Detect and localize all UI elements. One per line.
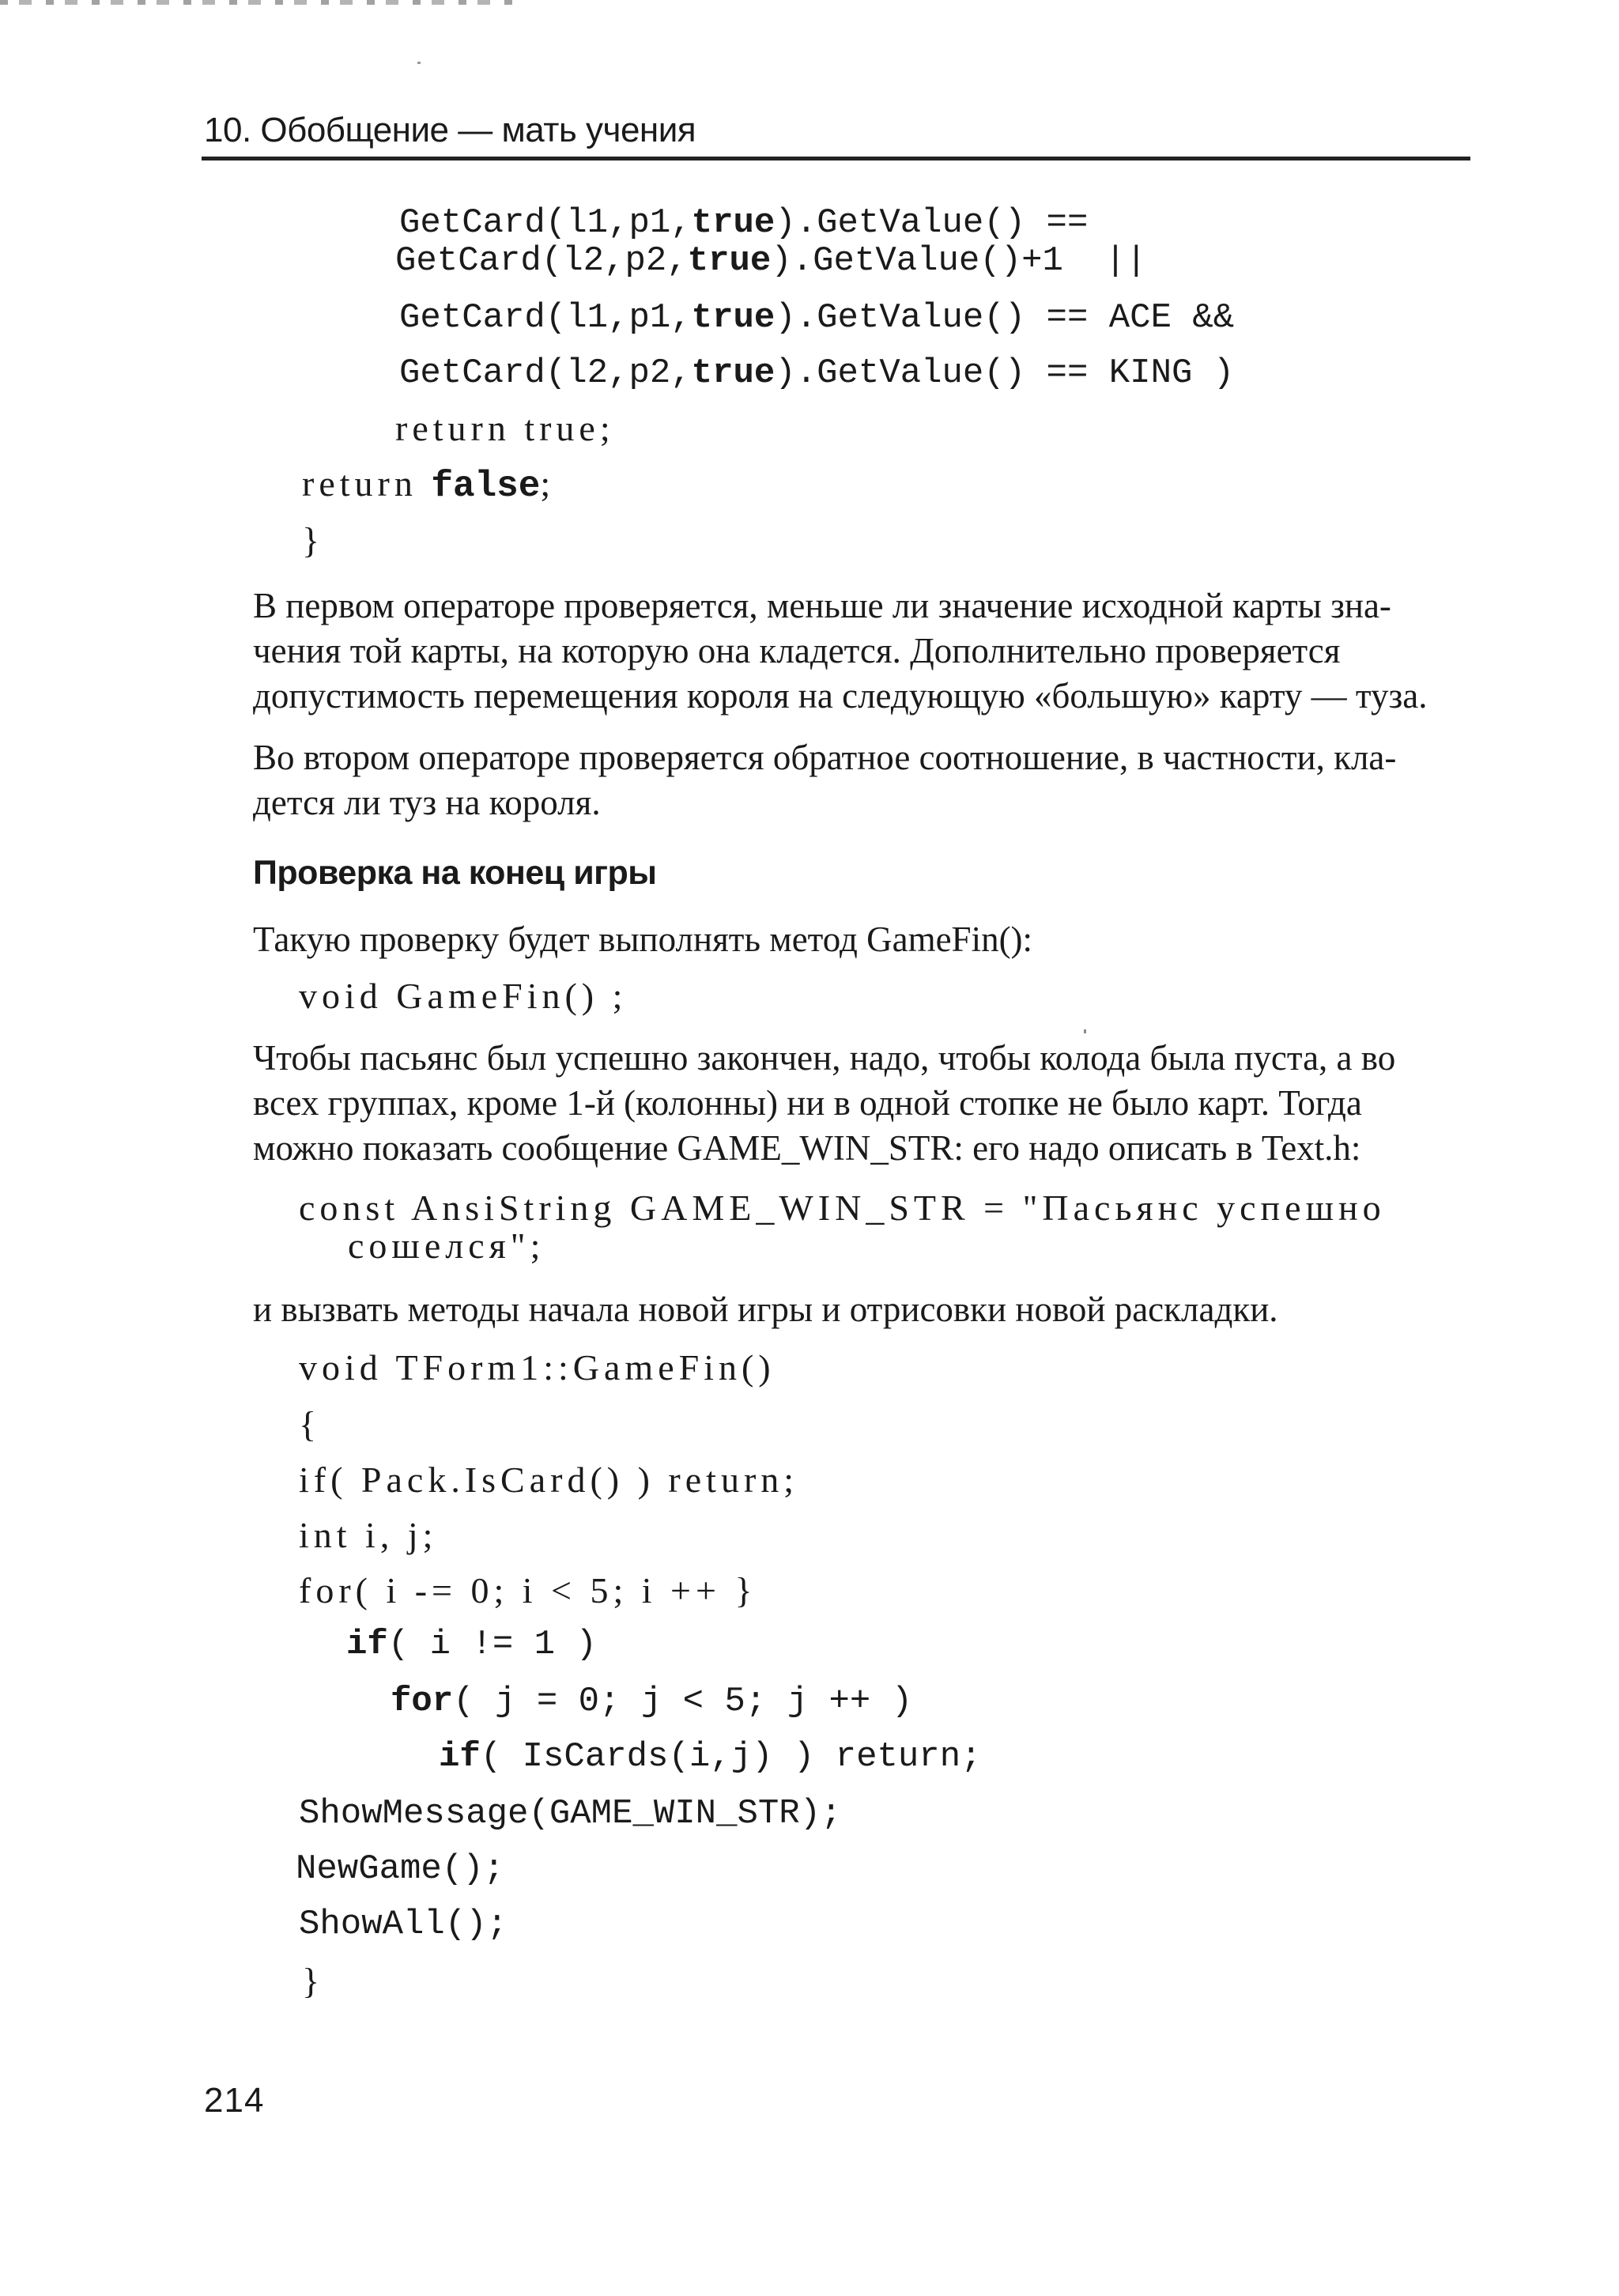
scan-speck <box>1084 1029 1086 1033</box>
code-line: сошелся"; <box>348 1225 545 1266</box>
code-line: GetCard(l2,p2,true).GetValue()+1 || <box>395 241 1147 281</box>
body-paragraph: Во втором операторе проверяется обратное соотношение, в частности, кла- дется ли туз на короля. <box>253 738 1397 822</box>
scan-speck <box>417 62 421 64</box>
body-paragraph: Такую проверку будет выполнять метод GameFin(): <box>253 920 1033 959</box>
code-line: return false; <box>302 463 556 507</box>
code-line: for( j = 0; j < 5; j ++ ) <box>391 1682 913 1721</box>
scan-artifact <box>0 0 522 5</box>
code-line: ShowAll(); <box>299 1905 508 1944</box>
code-line: GetCard(l2,p2,true).GetValue() == KING ) <box>399 353 1235 393</box>
body-paragraph: и вызвать методы начала новой игры и отрисовки новой раскладки. <box>253 1290 1278 1329</box>
code-line: void TForm1::GameFin() <box>299 1347 776 1388</box>
code-line: for( i -= 0; i < 5; i ++ } <box>299 1570 757 1611</box>
code-line: { <box>299 1404 319 1444</box>
body-paragraph: В первом операторе проверяется, меньше ли значение исходной карты зна- чения той карты, на которую она кладется. Дополнительно проверяется допустимость перемещения короля на следующую «большую» карту — туза. <box>253 586 1428 716</box>
code-line: if( IsCards(i,j) ) return; <box>439 1737 982 1777</box>
code-line: return true; <box>395 408 615 448</box>
page-number: 214 <box>204 2081 265 2120</box>
code-line: GetCard(l1,p1,true).GetValue() == <box>399 203 1089 243</box>
code-line: if( Pack.IsCard() ) return; <box>299 1460 799 1500</box>
header-rule <box>202 157 1470 160</box>
code-line: ShowMessage(GAME_WIN_STR); <box>299 1794 842 1833</box>
code-line: NewGame(); <box>296 1849 505 1889</box>
running-header: 10. Обобщение — мать учения <box>204 111 696 149</box>
body-paragraph: Чтобы пасьянс был успешно закончен, надо, чтобы колода была пуста, а во всех группах, кроме 1-й (колонны) ни в одной стопке не было карт. Тогда можно показать сообщение GAME_WIN_STR: его надо описать в Text.h: <box>253 1038 1396 1168</box>
code-line: GetCard(l1,p1,true).GetValue() == ACE && <box>399 298 1235 338</box>
code-line: const AnsiString GAME_WIN_STR = "Пасьянс успешно <box>299 1188 1386 1228</box>
code-line: if( i != 1 ) <box>346 1625 597 1664</box>
code-line: void GameFin() ; <box>299 976 628 1016</box>
code-line: } <box>302 520 323 561</box>
section-heading: Проверка на конец игры <box>253 854 657 892</box>
code-line: } <box>302 1961 323 2001</box>
code-line: int i, j; <box>299 1515 438 1555</box>
